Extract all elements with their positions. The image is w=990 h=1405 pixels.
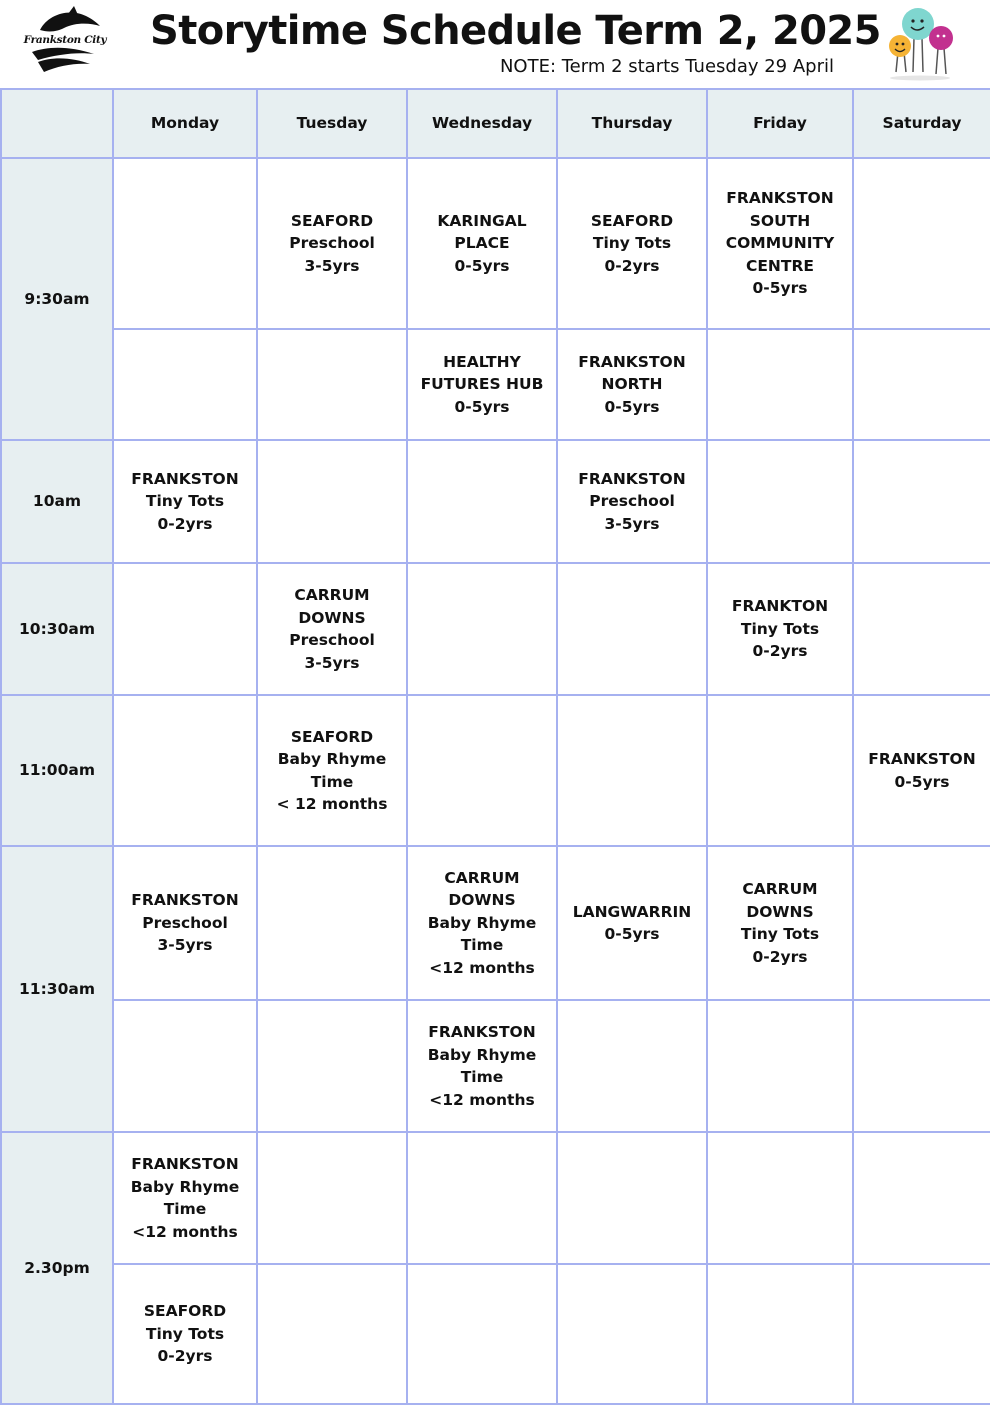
session-cell — [853, 1264, 990, 1404]
session-line: Preschool — [289, 234, 375, 253]
session-line: 0-2yrs — [157, 1347, 213, 1366]
session-entry — [741, 878, 819, 968]
session-entry — [289, 210, 375, 278]
session-line: Time — [460, 936, 504, 955]
storytime-mascots-icon — [880, 4, 960, 84]
session-line: 0-2yrs — [752, 642, 808, 661]
session-cell — [113, 440, 257, 563]
session-line: NORTH — [601, 375, 663, 394]
day-header-saturday: Saturday — [853, 89, 990, 158]
session-entry — [591, 210, 673, 278]
session-cell — [113, 329, 257, 440]
session-line: Time — [310, 772, 354, 791]
session-entry — [131, 1153, 240, 1243]
session-cell — [257, 440, 407, 563]
session-cell — [557, 846, 707, 1000]
session-cell — [707, 329, 853, 440]
day-header-row — [1, 89, 990, 158]
session-entry — [573, 901, 692, 946]
session-cell — [707, 846, 853, 1000]
session-cell — [257, 563, 407, 695]
table-row — [1, 695, 990, 846]
day-header-wednesday: Wednesday — [407, 89, 557, 158]
session-cell — [257, 1000, 407, 1132]
session-cell — [853, 440, 990, 563]
session-line: 3-5yrs — [157, 936, 213, 955]
table-row — [1, 158, 990, 329]
session-line: CARRUM — [444, 868, 520, 887]
storytime-schedule-table — [0, 88, 990, 1405]
session-line: HEALTHY — [443, 352, 521, 371]
session-line: 3-5yrs — [604, 514, 660, 533]
session-cell — [707, 695, 853, 846]
table-row — [1, 440, 990, 563]
session-cell — [707, 158, 853, 329]
session-cell — [407, 158, 557, 329]
session-line: FRANKSTON — [726, 189, 834, 208]
session-cell — [257, 695, 407, 846]
session-entry — [144, 1300, 226, 1368]
session-cell — [257, 158, 407, 329]
session-line: LANGWARRIN — [572, 902, 692, 921]
time-label-10am: 10am — [1, 440, 113, 563]
session-line: SEAFORD — [143, 1302, 227, 1321]
session-line: 3-5yrs — [304, 256, 360, 275]
session-cell — [113, 846, 257, 1000]
session-cell — [407, 329, 557, 440]
session-entry — [578, 351, 685, 419]
table-row — [1, 329, 990, 440]
session-cell — [557, 1000, 707, 1132]
session-line: FRANKSTON — [578, 469, 686, 488]
session-line: DOWNS — [448, 891, 516, 910]
session-cell — [407, 1132, 557, 1264]
session-entry — [289, 584, 375, 674]
session-cell — [557, 1132, 707, 1264]
session-line: DOWNS — [298, 608, 366, 627]
session-cell — [707, 440, 853, 563]
session-cell — [557, 695, 707, 846]
session-line: SEAFORD — [290, 211, 374, 230]
session-line: Baby Rhyme — [130, 1177, 240, 1196]
session-cell — [257, 1132, 407, 1264]
table-row — [1, 1132, 990, 1264]
session-cell — [707, 1000, 853, 1132]
session-line: DOWNS — [746, 902, 814, 921]
session-line: FUTURES HUB — [420, 375, 544, 394]
session-cell — [257, 846, 407, 1000]
table-row — [1, 1264, 990, 1404]
session-cell — [257, 1264, 407, 1404]
session-cell — [853, 846, 990, 1000]
session-line: 0-2yrs — [604, 256, 660, 275]
session-cell — [707, 563, 853, 695]
session-line: <12 months — [132, 1222, 238, 1241]
session-cell — [557, 440, 707, 563]
session-line: CARRUM — [742, 880, 818, 898]
session-entry — [277, 726, 388, 816]
session-line: <12 months — [429, 1090, 535, 1109]
time-label-1100am: 11:00am — [1, 695, 113, 846]
session-line: FRANKSTON — [868, 750, 976, 768]
session-line: Time — [460, 1068, 504, 1086]
session-line: Tiny Tots — [145, 492, 225, 511]
session-line: FRANKTON — [731, 597, 829, 616]
table-row — [1, 563, 990, 695]
time-label-1130am: 11:30am — [1, 846, 113, 1132]
session-line: 0-5yrs — [454, 397, 510, 416]
session-line: CENTRE — [745, 256, 815, 275]
session-entry — [131, 889, 238, 957]
session-line: Preschool — [289, 631, 375, 649]
session-line: 0-5yrs — [454, 256, 510, 275]
session-cell — [853, 1000, 990, 1132]
time-label-230pm: 2.30pm — [1, 1132, 113, 1404]
session-line: <12 months — [429, 958, 535, 977]
session-cell — [853, 1132, 990, 1264]
day-header-tuesday: Tuesday — [257, 89, 407, 158]
page-header — [0, 0, 990, 88]
session-line: Preschool — [142, 913, 228, 932]
session-line: KARINGAL — [437, 211, 527, 230]
session-cell — [557, 158, 707, 329]
session-cell — [113, 1132, 257, 1264]
page-title: Storytime Schedule Term 2, 2025 — [150, 8, 881, 54]
session-line: Preschool — [589, 492, 675, 511]
session-cell — [707, 1132, 853, 1264]
session-cell — [113, 695, 257, 846]
session-line: SOUTH — [749, 211, 811, 230]
session-cell — [707, 1264, 853, 1404]
session-cell — [407, 846, 557, 1000]
session-cell — [407, 695, 557, 846]
session-line: Baby Rhyme — [427, 913, 537, 932]
session-cell — [113, 1000, 257, 1132]
session-line: 0-2yrs — [752, 947, 808, 966]
session-line: FRANKSTON — [131, 891, 239, 910]
session-cell — [113, 563, 257, 695]
session-cell — [557, 563, 707, 695]
session-line: SEAFORD — [590, 211, 674, 230]
session-line: SEAFORD — [290, 727, 374, 746]
session-entry — [421, 351, 544, 419]
table-row — [1, 846, 990, 1000]
session-line: FRANKSTON — [578, 352, 686, 371]
day-header-friday: Friday — [707, 89, 853, 158]
session-entry — [868, 748, 975, 793]
session-line: 0-5yrs — [604, 925, 660, 943]
term-note: NOTE: Term 2 starts Tuesday 29 April — [499, 56, 834, 77]
session-line: Tiny Tots — [592, 234, 672, 253]
session-line: Tiny Tots — [740, 925, 820, 943]
session-cell — [407, 563, 557, 695]
session-cell — [853, 158, 990, 329]
logo-text: Frankston City — [23, 34, 107, 46]
session-line: Baby Rhyme — [277, 750, 387, 768]
session-cell — [407, 1264, 557, 1404]
session-line: COMMUNITY — [725, 234, 835, 253]
session-entry — [578, 468, 685, 536]
table-row — [1, 1000, 990, 1132]
time-label-930am: 9:30am — [1, 158, 113, 440]
session-entry — [428, 867, 537, 980]
session-entry — [732, 595, 828, 663]
session-line: PLACE — [454, 234, 510, 253]
corner-cell — [1, 89, 113, 158]
session-cell — [853, 695, 990, 846]
session-cell — [853, 563, 990, 695]
session-line: Tiny Tots — [145, 1324, 225, 1343]
session-line: FRANKSTON — [131, 469, 239, 488]
session-line: CARRUM — [294, 586, 370, 604]
session-line: 0-5yrs — [752, 279, 808, 298]
session-line: 0-2yrs — [157, 514, 213, 533]
session-line: FRANKSTON — [131, 1155, 239, 1173]
session-line: 3-5yrs — [304, 653, 360, 672]
session-line: 0-5yrs — [604, 397, 660, 416]
session-entry — [437, 210, 526, 278]
frankston-city-logo — [18, 6, 110, 78]
session-cell — [113, 1264, 257, 1404]
session-line: Time — [163, 1200, 207, 1218]
session-cell — [557, 1264, 707, 1404]
session-line: < 12 months — [276, 795, 388, 813]
session-cell — [407, 440, 557, 563]
session-cell — [257, 329, 407, 440]
session-line: 0-5yrs — [894, 772, 950, 791]
session-cell — [557, 329, 707, 440]
session-cell — [853, 329, 990, 440]
session-entry — [131, 468, 238, 536]
session-line: Baby Rhyme — [427, 1045, 537, 1064]
time-label-1030am: 10:30am — [1, 563, 113, 695]
day-header-monday: Monday — [113, 89, 257, 158]
session-entry — [726, 187, 835, 300]
day-header-thursday: Thursday — [557, 89, 707, 158]
session-line: FRANKSTON — [428, 1023, 536, 1041]
session-cell — [407, 1000, 557, 1132]
session-entry — [428, 1021, 537, 1111]
session-cell — [113, 158, 257, 329]
session-line: Tiny Tots — [740, 619, 820, 638]
